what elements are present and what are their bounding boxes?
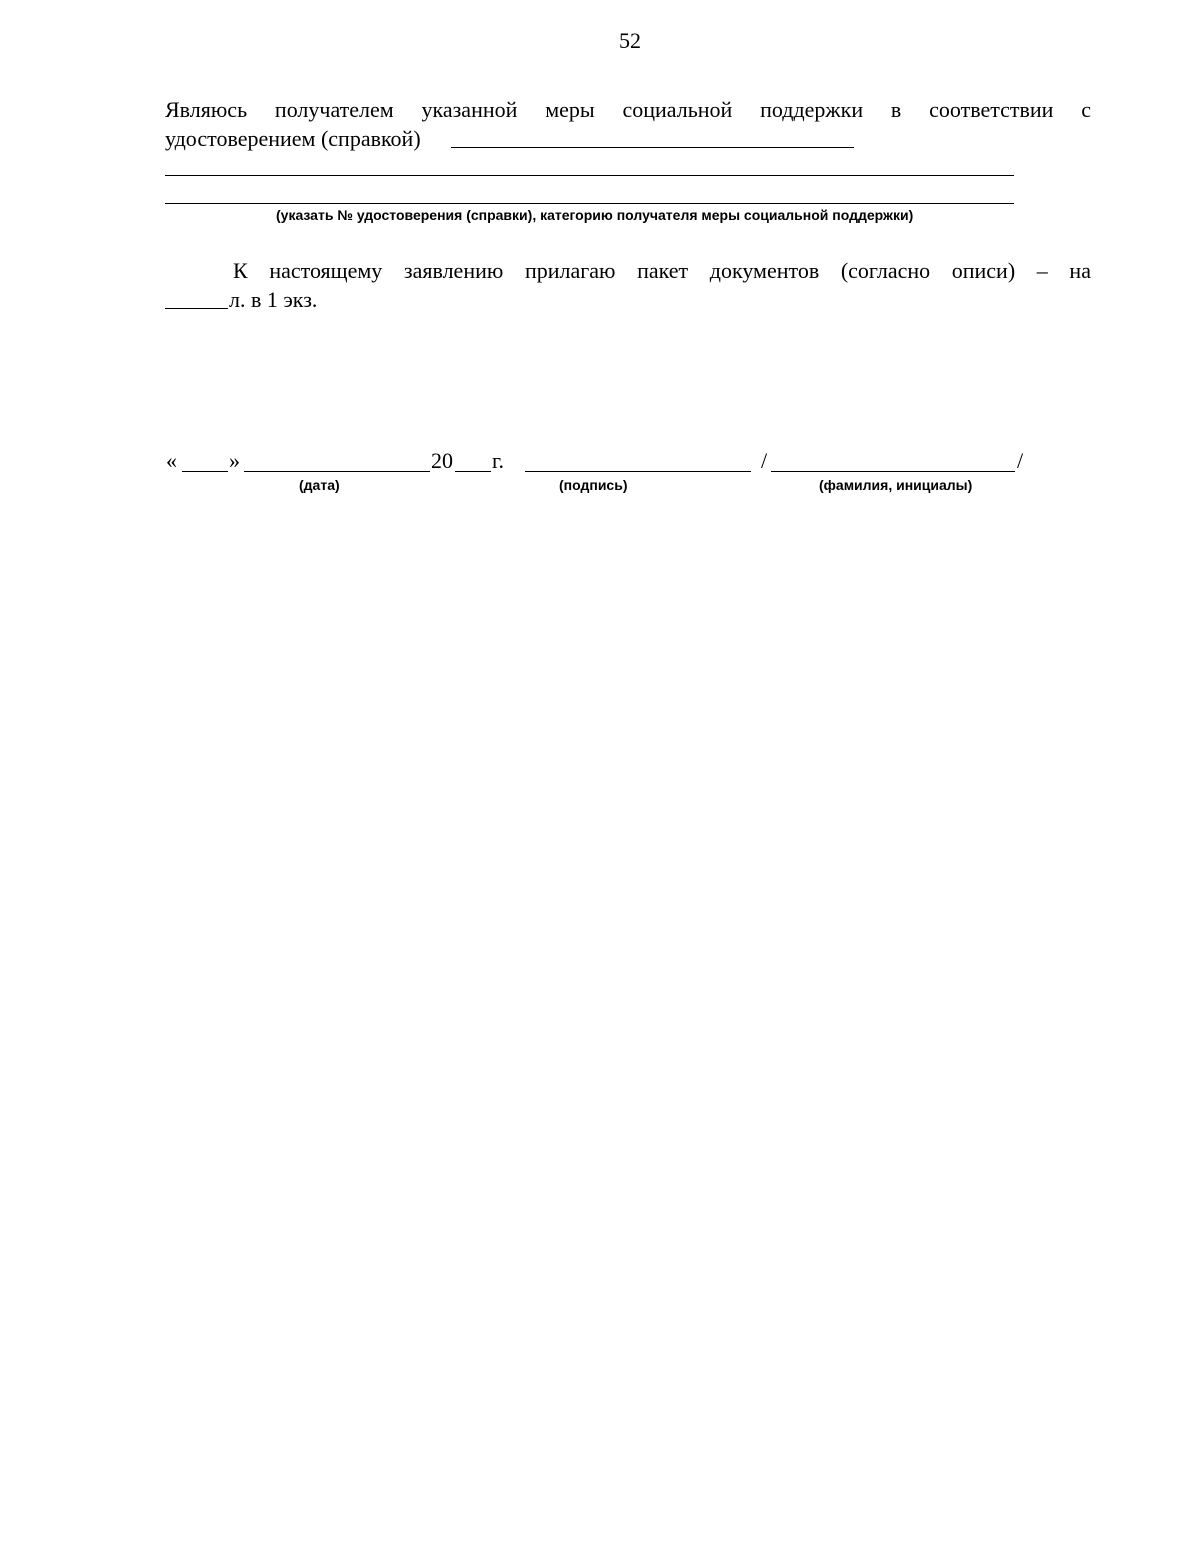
page-number: 52: [619, 28, 641, 53]
signature-blank-line[interactable]: [525, 471, 751, 472]
word: получателем: [274, 97, 394, 122]
signature-caption: (подпись): [559, 477, 628, 493]
word: заявлению: [403, 258, 504, 283]
name-slash-close: /: [1017, 448, 1024, 473]
word: указанной: [421, 97, 518, 122]
day-blank-line[interactable]: [182, 471, 228, 472]
word: с: [1081, 97, 1091, 122]
word: К: [233, 258, 248, 283]
page-count-blank-line[interactable]: [165, 308, 228, 309]
word: меры: [545, 97, 595, 122]
attachment-paragraph-line2: л. в 1 экз.: [229, 287, 318, 312]
word: настоящему: [269, 258, 383, 283]
certificate-blank-line[interactable]: [451, 147, 854, 148]
year-prefix: 20: [431, 448, 453, 473]
month-blank-line[interactable]: [244, 471, 430, 472]
word: на: [1069, 258, 1091, 283]
certificate-blank-line-2[interactable]: [165, 175, 1014, 176]
date-quote-close: »: [229, 448, 240, 473]
word: (согласно: [840, 258, 931, 283]
name-slash-open: /: [761, 448, 768, 473]
word: Являюсь: [165, 97, 248, 122]
word: пакет: [637, 258, 689, 283]
word: –: [1036, 258, 1048, 283]
word: прилагаю: [524, 258, 616, 283]
attachment-paragraph-line1: [165, 256, 1091, 285]
word: поддержки: [760, 97, 864, 122]
word: социальной: [622, 97, 733, 122]
word: документов: [709, 258, 820, 283]
year-blank-line[interactable]: [455, 471, 491, 472]
word: в: [890, 97, 902, 122]
word: описи): [951, 258, 1016, 283]
recipient-paragraph-line2: удостоверением (справкой): [165, 126, 421, 151]
year-suffix: г.: [492, 448, 505, 473]
certificate-caption: (указать № удостоверения (справки), категорию получателя меры социальной поддержки): [276, 207, 914, 223]
word: соответствии: [929, 97, 1054, 122]
date-quote-open: «: [166, 448, 177, 473]
recipient-paragraph-line1: [165, 95, 1091, 124]
name-blank-line[interactable]: [771, 471, 1015, 472]
date-caption: (дата): [299, 477, 340, 493]
certificate-blank-line-3[interactable]: [165, 203, 1014, 204]
name-caption: (фамилия, инициалы): [819, 477, 973, 493]
